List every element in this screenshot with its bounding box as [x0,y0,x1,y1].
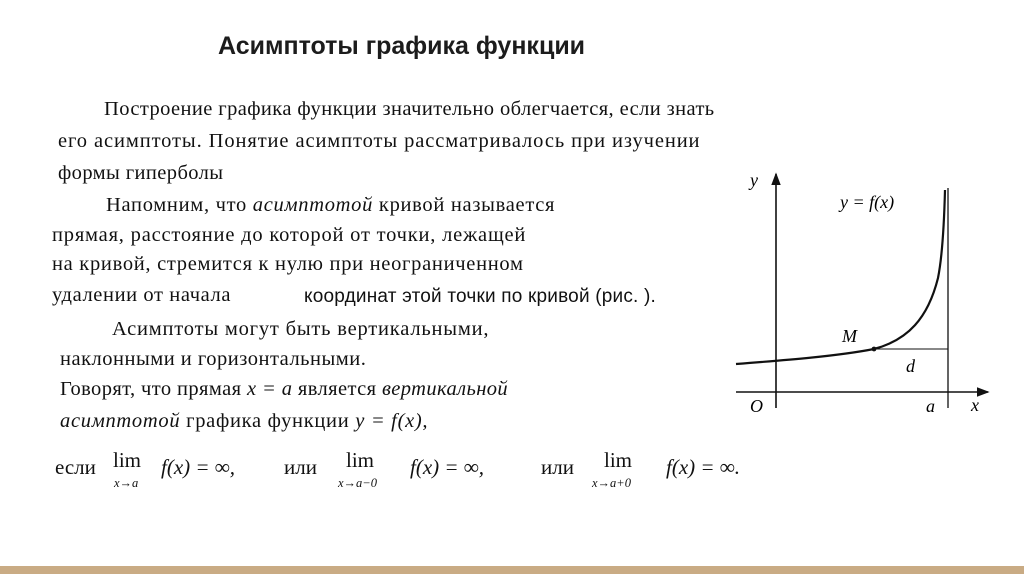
lim-2-expression: f(x) = ∞, [410,455,485,479]
distance-label: d [906,356,915,376]
paragraph2-line4a: удалении от начала [52,284,232,306]
point-m [872,347,877,352]
lim-1-subscript: x→a [114,476,139,490]
paragraph4-line1 [60,378,508,401]
if-word: если [55,455,96,479]
paragraph4-line2-post: графика функции [180,410,356,432]
paragraph3-line1: Асимптоты могут быть вертикальными, [112,318,490,340]
or-word-2: или [541,455,574,479]
paragraph1-line2: его асимптоты. Понятие асимптоты рассматривалось при изучении [58,130,701,152]
lim-1-expression: f(x) = ∞, [161,455,236,479]
paragraph1-line1: Построение графика функции значительно облегчается, если знать [104,98,715,120]
vertical-term: вертикальной [381,378,509,400]
paragraph4-math-y-eq-fx: y = f(x), [355,410,429,432]
paragraph4-line1-pre: Говорят, что прямая [60,378,247,400]
asymptote-term-2: асимптотой [60,410,181,432]
asymptote-term: асимптотой [252,194,374,216]
lim-3-expression: f(x) = ∞. [666,455,741,479]
paragraph2-line2: прямая, расстояние до которой от точки, лежащей [52,224,527,246]
a-label: a [926,396,935,416]
origin-label: O [750,396,763,416]
function-curve [736,190,945,364]
paragraph2-line1-post: кривой называется [373,194,556,216]
point-m-label: M [842,326,857,346]
curve-label: y = f(x) [840,192,895,212]
paragraph4-line2 [60,410,428,433]
paragraph2-line1-pre: Напомним, что [106,194,253,216]
lim-3: lim [604,448,633,472]
paragraph4-line1-mid: является [292,378,382,400]
paragraph2-line4b: координат этой точки по кривой (рис. ). [304,286,657,307]
bottom-accent-bar [0,566,1024,574]
lim-1: lim [113,448,142,472]
paragraph4-math-x-eq-a: x = a [246,378,293,400]
paragraph2-line1 [106,194,555,217]
paragraph3-line2: наклонными и горизонтальными. [60,348,367,370]
x-axis-label: x [971,395,979,415]
lim-2-subscript: x→a−0 [338,476,377,490]
y-axis-label: y [750,170,758,190]
lim-2: lim [346,448,375,472]
lim-3-subscript: x→a+0 [592,476,631,490]
asymptote-graph [728,168,994,428]
paragraph2-line3: на кривой, стремится к нулю при неограниченном [52,253,524,275]
paragraph1-line3: формы гиперболы [58,162,224,184]
or-word-1: или [284,455,317,479]
page-title: Асимптоты графика функции [218,32,586,60]
